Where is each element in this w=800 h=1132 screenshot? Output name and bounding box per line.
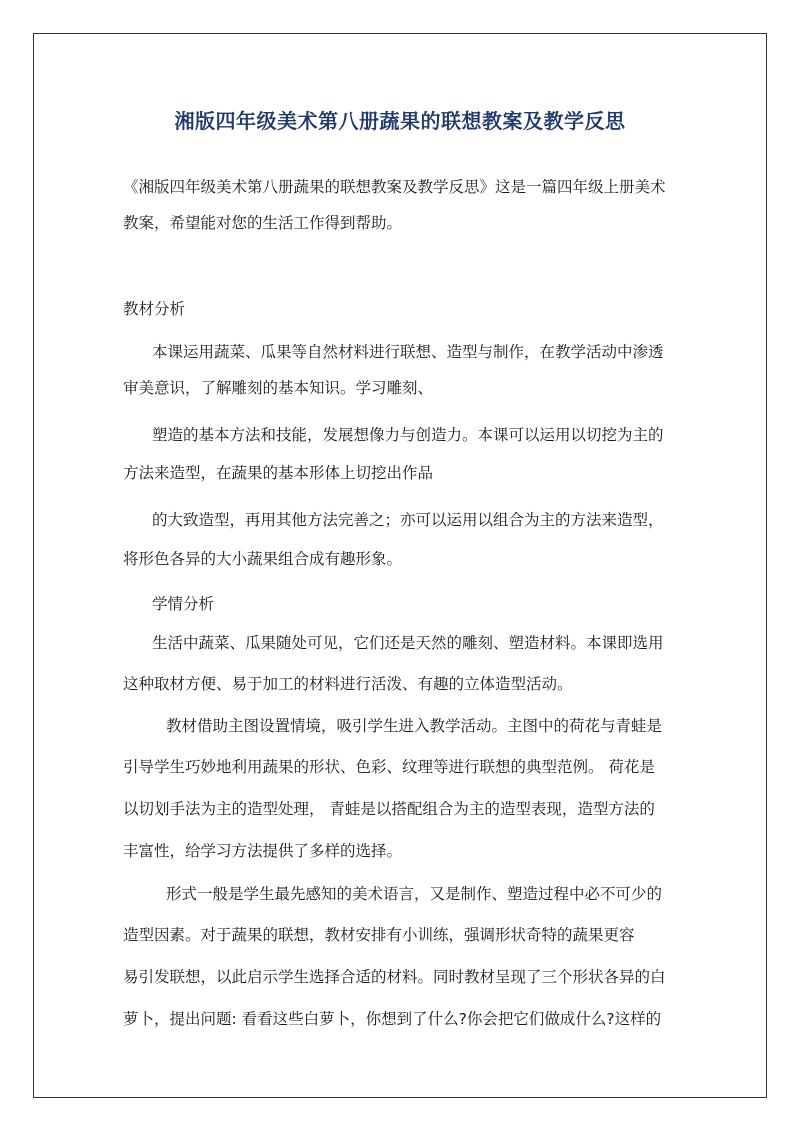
document-title: 湘版四年级美术第八册蔬果的联想教案及教学反思: [174, 109, 626, 133]
paragraph-line: 教材借助主图设置情境，吸引学生进入教学活动。主图中的荷花与青蛙是: [166, 717, 663, 735]
paragraph-line: 生活中蔬菜、瓜果随处可见，它们还是天然的雕刻、塑造材料。本课即选用: [152, 634, 664, 652]
section-heading-student-analysis: 学情分析: [152, 595, 215, 613]
paragraph-line: 形式一般是学生最先感知的美术语言，又是制作、塑造过程中必不可少的: [166, 885, 663, 903]
section-heading-textbook-analysis: 教材分析: [123, 300, 186, 318]
paragraph-line: 以切划手法为主的造型处理， 青蛙是以搭配组合为主的造型表现，造型方法的: [123, 800, 655, 818]
paragraph-line: 易引发联想，以此启示学生选择合适的材料。同时教材呈现了三个形状各异的白: [123, 968, 666, 986]
paragraph-line: 这种取材方便、易于加工的材料进行活泼、有趣的立体造型活动。: [123, 675, 573, 693]
paragraph-line: 审美意识，了解雕刻的基本知识。学习雕刻、: [123, 379, 434, 397]
paragraph-line: 引导学生巧妙地利用蔬果的形状、色彩、纹理等进行联想的典型范例。 荷花是: [123, 758, 655, 776]
paragraph-line: 塑造的基本方法和技能，发展想像力与创造力。本课可以运用以切挖为主的: [152, 426, 664, 444]
paragraph-line: 本课运用蔬菜、瓜果等自然材料进行联想、造型与制作，在教学活动中渗透: [152, 343, 664, 361]
paragraph-line: 丰富性，给学习方法提供了多样的选择。: [123, 842, 403, 860]
paragraph-line: 《湘版四年级美术第八册蔬果的联想教案及教学反思》这是一篇四年级上册美术: [123, 178, 666, 196]
paragraph-line: 方法来造型，在蔬果的基本形体上切挖出作品: [123, 464, 434, 482]
paragraph-line: 的大致造型，再用其他方法完善之；亦可以运用以组合为主的方法来造型，: [152, 511, 664, 529]
paragraph-line: 将形色各异的大小蔬果组合成有趣形象。: [123, 550, 403, 568]
paragraph-line: 萝卜，提出问题: 看看这些白萝卜，你想到了什么?你会把它们做成什么?这样的: [123, 1010, 662, 1028]
paragraph-line: 造型因素。对于蔬果的联想，教材安排有小训练，强调形状奇特的蔬果更容: [123, 926, 635, 944]
paragraph-line: 教案，希望能对您的生活工作得到帮助。: [123, 214, 403, 232]
